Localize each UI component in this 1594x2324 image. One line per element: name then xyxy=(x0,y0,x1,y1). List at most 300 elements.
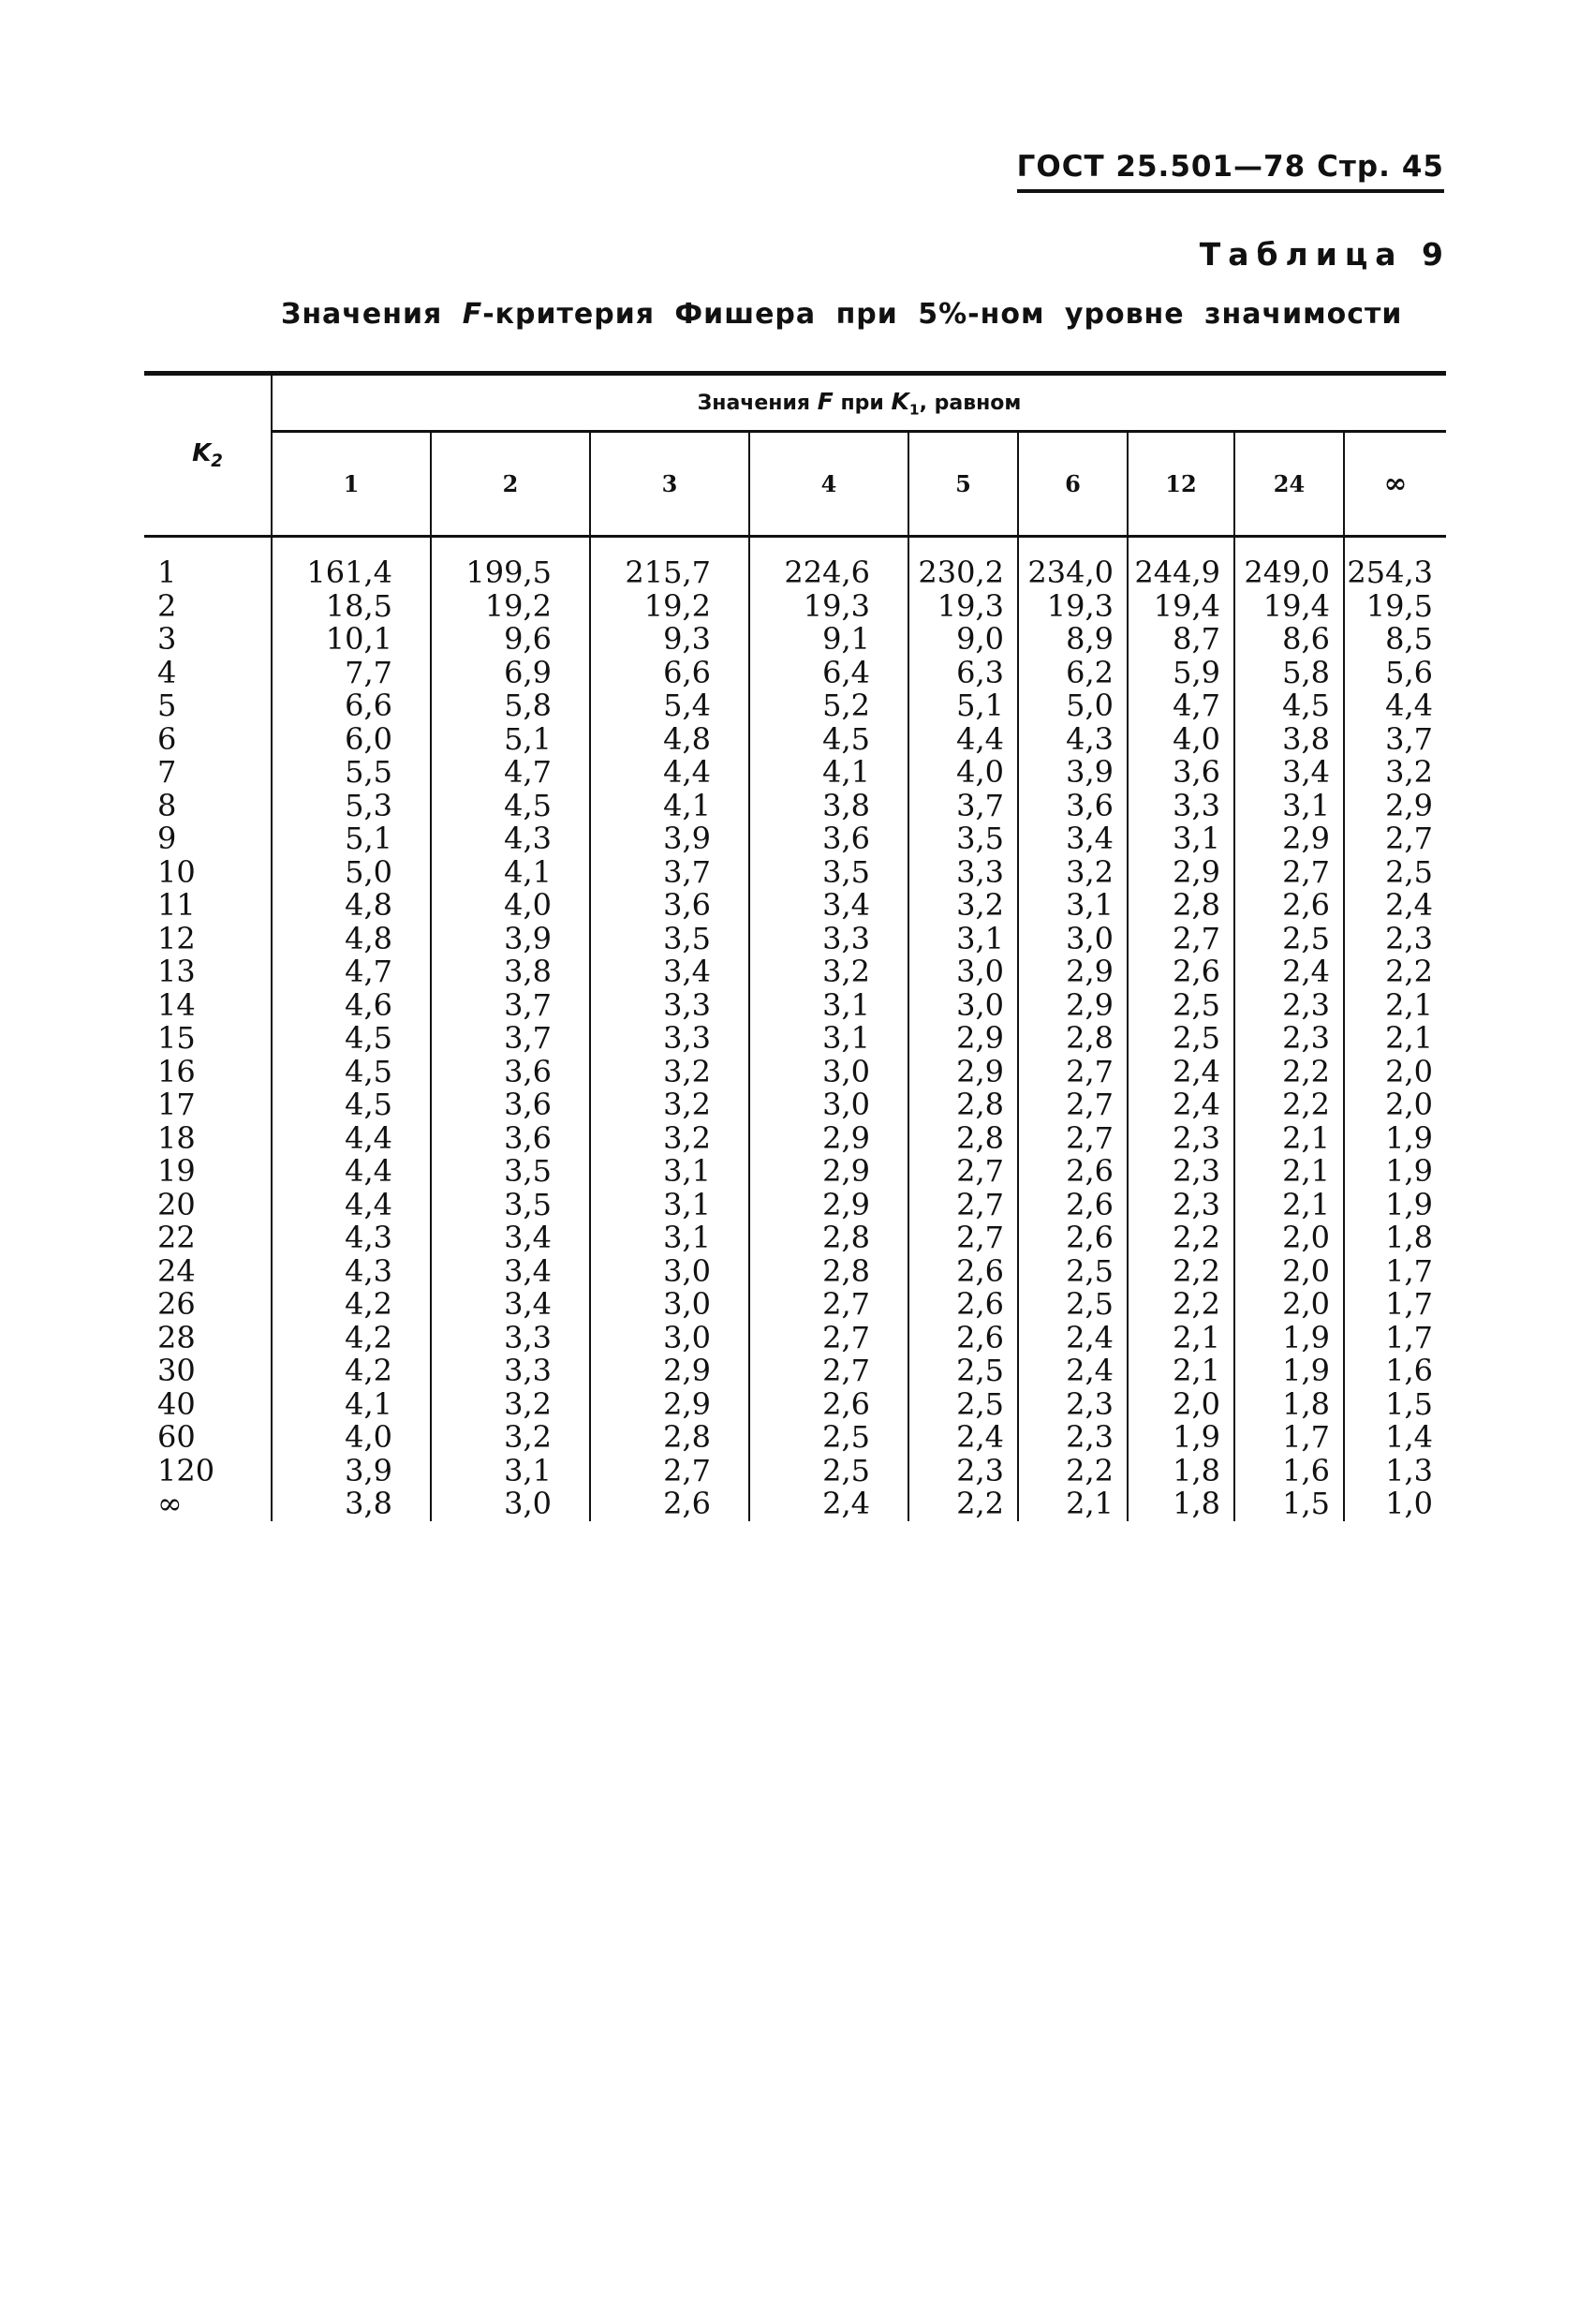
f-value-cell: 2,3 xyxy=(1018,1388,1128,1422)
f-value-cell: 3,1 xyxy=(431,1455,590,1488)
f-value-cell: 2,7 xyxy=(908,1155,1018,1189)
f-value-cell: 2,9 xyxy=(590,1354,749,1388)
f-value-cell: 2,2 xyxy=(1128,1255,1234,1289)
table-row xyxy=(144,790,1446,823)
f-value-cell: 2,2 xyxy=(1234,1056,1344,1089)
f-value-cell: 4,7 xyxy=(272,955,431,989)
f-value-cell: 3,6 xyxy=(1128,756,1234,790)
f-value-cell: 6,6 xyxy=(272,689,431,723)
f-value-cell: 4,3 xyxy=(1018,723,1128,757)
f-value-cell: 2,7 xyxy=(1385,821,1434,856)
f-value-cell: 3,2 xyxy=(590,1056,749,1089)
f-value-cell: 3,6 xyxy=(431,1122,590,1156)
f-value-cell: 5,4 xyxy=(590,689,749,723)
f-value-cell: 3,6 xyxy=(749,822,908,856)
f-value-cell: 2,7 xyxy=(1234,856,1344,890)
f-value-cell: 2,2 xyxy=(1128,1288,1234,1322)
f-value-cell: 3,3 xyxy=(749,923,908,956)
f-value-cell: 2,9 xyxy=(908,1056,1018,1089)
row-k2-value: 13 xyxy=(144,955,272,989)
f-value-cell: 2,4 xyxy=(1018,1354,1128,1388)
f-value-cell: 3,2 xyxy=(431,1421,590,1455)
f-value-cell: 3,5 xyxy=(749,856,908,890)
table-row xyxy=(144,1221,1446,1255)
table-row xyxy=(144,723,1446,757)
f-value-cell: 2,6 xyxy=(1018,1189,1128,1222)
group-header-mid: при xyxy=(833,391,892,415)
table-row xyxy=(144,989,1446,1023)
f-value-cell: 3,7 xyxy=(431,989,590,1023)
f-value-cell: 2,0 xyxy=(1385,1053,1434,1089)
f-value-cell: 2,4 xyxy=(1018,1322,1128,1355)
table-row xyxy=(144,623,1446,657)
f-value-cell: 3,9 xyxy=(1018,756,1128,790)
f-value-cell: 5,0 xyxy=(1018,689,1128,723)
f-value-cell: 2,4 xyxy=(1385,887,1434,923)
f-value-cell: 244,9 xyxy=(1128,556,1234,590)
row-k2-value: 10 xyxy=(144,856,272,890)
f-value-cell: 3,3 xyxy=(590,989,749,1023)
f-value-cell: 2,2 xyxy=(908,1488,1018,1521)
f-value-cell: 230,2 xyxy=(908,556,1018,590)
table-row xyxy=(144,856,1446,890)
row-k2-value: 26 xyxy=(144,1288,272,1322)
table-row xyxy=(144,1155,1446,1189)
f-value-cell: 2,5 xyxy=(749,1421,908,1455)
f-value-cell: 3,1 xyxy=(590,1189,749,1222)
f-value-cell: 3,6 xyxy=(431,1056,590,1089)
column-header: 3 xyxy=(590,432,749,537)
f-value-cell: 5,5 xyxy=(272,756,431,790)
f-value-cell: 4,4 xyxy=(590,756,749,790)
f-value-cell: 6,9 xyxy=(431,657,590,690)
f-value-cell: 5,1 xyxy=(908,689,1018,723)
table-row xyxy=(144,955,1446,989)
f-value-cell: 4,3 xyxy=(272,1221,431,1255)
f-value-cell: 1,8 xyxy=(1385,1220,1434,1255)
f-value-cell: 1,4 xyxy=(1385,1419,1434,1455)
f-value-cell: 3,0 xyxy=(590,1255,749,1289)
f-value-cell: 1,5 xyxy=(1234,1488,1344,1521)
f-value-cell: 1,7 xyxy=(1385,1319,1434,1355)
f-value-cell: 2,8 xyxy=(749,1221,908,1255)
f-value-cell: 3,3 xyxy=(1128,790,1234,823)
f-value-cell: 4,0 xyxy=(908,756,1018,790)
f-value-cell: 3,9 xyxy=(272,1455,431,1488)
f-value-cell: 3,1 xyxy=(749,1022,908,1056)
f-value-cell: 4,4 xyxy=(908,723,1018,757)
f-value-cell: 18,5 xyxy=(272,590,431,624)
row-header-k2 xyxy=(144,374,272,537)
f-value-cell: 3,8 xyxy=(431,955,590,989)
caption-italic: F xyxy=(462,298,483,331)
f-value-cell: 2,1 xyxy=(1128,1354,1234,1388)
f-value-cell: 2,5 xyxy=(1128,1022,1234,1056)
f-value-cell: 1,9 xyxy=(1234,1354,1344,1388)
f-value-cell: 1,9 xyxy=(1128,1421,1234,1455)
f-value-cell: 1,6 xyxy=(1234,1455,1344,1488)
table-row xyxy=(144,1354,1446,1388)
f-value-cell: 2,0 xyxy=(1385,1087,1434,1122)
f-value-cell: 2,2 xyxy=(1128,1221,1234,1255)
row-k2-value: 2 xyxy=(144,590,272,624)
f-value-cell: 3,0 xyxy=(749,1088,908,1122)
row-k2-value: 22 xyxy=(144,1221,272,1255)
f-value-cell: 2,4 xyxy=(1128,1088,1234,1122)
f-value-cell: 4,4 xyxy=(272,1155,431,1189)
header-row-1 xyxy=(144,374,1446,432)
f-value-cell: 4,7 xyxy=(1128,689,1234,723)
f-value-cell: 2,8 xyxy=(1018,1022,1128,1056)
f-value-cell: 3,2 xyxy=(431,1388,590,1422)
row-k2-value: 1 xyxy=(144,556,272,590)
f-value-cell: 1,8 xyxy=(1234,1388,1344,1422)
f-value-cell: 3,6 xyxy=(590,889,749,923)
f-value-cell: 2,3 xyxy=(1128,1189,1234,1222)
f-value-cell: 3,1 xyxy=(590,1221,749,1255)
f-value-cell: 5,1 xyxy=(272,822,431,856)
f-value-cell: 2,7 xyxy=(908,1221,1018,1255)
f-value-cell: 2,3 xyxy=(1128,1155,1234,1189)
f-value-cell: 3,7 xyxy=(908,790,1018,823)
spacer-row xyxy=(144,537,1446,557)
f-value-cell: 4,5 xyxy=(272,1088,431,1122)
table-row xyxy=(144,756,1446,790)
row-k2-value: 18 xyxy=(144,1122,272,1156)
f-value-cell: 7,7 xyxy=(272,657,431,690)
caption-after: -критерия Фишера при 5%-ном уровне значимости xyxy=(482,298,1403,331)
f-value-cell: 4,4 xyxy=(1385,688,1434,723)
f-value-cell: 2,7 xyxy=(749,1288,908,1322)
f-value-cell: 1,9 xyxy=(1385,1153,1434,1189)
row-k2-value: 40 xyxy=(144,1388,272,1422)
f-value-cell: 19,3 xyxy=(908,590,1018,624)
f-value-cell: 2,4 xyxy=(1128,1056,1234,1089)
f-value-cell: 2,8 xyxy=(908,1122,1018,1156)
f-value-cell: 10,1 xyxy=(272,623,431,657)
f-value-cell: 224,6 xyxy=(749,556,908,590)
f-value-cell: 2,8 xyxy=(1128,889,1234,923)
f-value-cell: 2,1 xyxy=(1385,986,1434,1023)
f-value-cell: 3,1 xyxy=(908,923,1018,956)
f-value-cell: 1,5 xyxy=(1385,1385,1434,1422)
f-value-cell: 4,1 xyxy=(749,756,908,790)
f-value-cell: 3,3 xyxy=(431,1354,590,1388)
table-row xyxy=(144,556,1446,590)
f-value-cell: 3,9 xyxy=(431,923,590,956)
f-value-cell: 2,2 xyxy=(1018,1455,1128,1488)
f-value-cell: 2,6 xyxy=(1018,1221,1128,1255)
row-k2-value: 19 xyxy=(144,1155,272,1189)
f-value-cell: 3,3 xyxy=(590,1022,749,1056)
f-value-cell: 2,6 xyxy=(1018,1155,1128,1189)
f-value-cell: 2,6 xyxy=(1234,889,1344,923)
f-value-cell: 215,7 xyxy=(590,556,749,590)
f-value-cell: 249,0 xyxy=(1234,556,1344,590)
f-value-cell: 4,4 xyxy=(272,1189,431,1222)
f-value-cell: 4,8 xyxy=(272,923,431,956)
row-k2-value: 9 xyxy=(144,822,272,856)
f-value-cell: 19,5 xyxy=(1365,587,1434,624)
column-header: ∞ xyxy=(1344,432,1446,537)
f-value-cell: 2,3 xyxy=(1385,920,1434,956)
f-value-cell: 5,1 xyxy=(431,723,590,757)
f-value-cell: 3,2 xyxy=(590,1088,749,1122)
row-header-sub: 2 xyxy=(211,451,223,472)
f-value-cell: 4,4 xyxy=(272,1122,431,1156)
f-value-cell: 1,8 xyxy=(1128,1488,1234,1521)
f-value-cell: 2,1 xyxy=(1234,1155,1344,1189)
f-value-cell: 2,7 xyxy=(1018,1122,1128,1156)
column-header: 5 xyxy=(908,432,1018,537)
f-value-cell: 199,5 xyxy=(431,556,590,590)
f-value-cell: 2,5 xyxy=(908,1354,1018,1388)
f-value-cell: 2,0 xyxy=(1234,1221,1344,1255)
row-k2-value: 30 xyxy=(144,1354,272,1388)
row-k2-value: 28 xyxy=(144,1322,272,1355)
f-value-cell: 8,7 xyxy=(1128,623,1234,657)
f-value-cell: 2,3 xyxy=(1234,989,1344,1023)
f-value-cell: 2,9 xyxy=(1385,787,1434,823)
row-k2-value: 6 xyxy=(144,723,272,757)
f-value-cell: 3,4 xyxy=(431,1255,590,1289)
f-value-cell: 2,5 xyxy=(1128,989,1234,1023)
f-value-cell: 4,5 xyxy=(431,790,590,823)
f-value-cell: 2,7 xyxy=(1128,923,1234,956)
f-value-cell: 3,6 xyxy=(431,1088,590,1122)
f-value-cell: 3,2 xyxy=(1385,754,1434,790)
f-value-cell: 2,1 xyxy=(1234,1122,1344,1156)
f-value-cell: 3,2 xyxy=(749,955,908,989)
f-value-cell: 6,2 xyxy=(1018,657,1128,690)
f-value-cell: 19,2 xyxy=(431,590,590,624)
f-value-cell: 2,8 xyxy=(590,1421,749,1455)
f-value-cell: 2,3 xyxy=(1234,1022,1344,1056)
f-value-cell: 2,1 xyxy=(1385,1020,1434,1056)
f-value-cell: 1,7 xyxy=(1385,1252,1434,1289)
group-header-prefix: Значения xyxy=(697,391,818,415)
row-k2-value: 16 xyxy=(144,1056,272,1089)
f-value-cell: 1,6 xyxy=(1385,1353,1434,1388)
f-value-cell: 3,5 xyxy=(431,1189,590,1222)
f-value-cell: 4,5 xyxy=(272,1022,431,1056)
f-value-cell: 2,9 xyxy=(749,1155,908,1189)
row-k2-value: 20 xyxy=(144,1189,272,1222)
f-value-cell: 1,8 xyxy=(1128,1455,1234,1488)
f-value-cell: 234,0 xyxy=(1018,556,1128,590)
header-row-2 xyxy=(144,432,1446,537)
f-value-cell: 2,4 xyxy=(908,1421,1018,1455)
f-value-cell: 4,5 xyxy=(272,1056,431,1089)
f-value-cell: 4,0 xyxy=(272,1421,431,1455)
table-row xyxy=(144,889,1446,923)
f-value-cell: 1,9 xyxy=(1385,1186,1434,1222)
f-value-cell: 19,3 xyxy=(749,590,908,624)
row-k2-value: 8 xyxy=(144,790,272,823)
f-value-cell: 2,2 xyxy=(1385,954,1434,989)
table-body xyxy=(144,537,1446,1521)
f-value-cell: 19,4 xyxy=(1128,590,1234,624)
f-value-cell: 2,3 xyxy=(1128,1122,1234,1156)
f-value-cell: 4,7 xyxy=(431,756,590,790)
f-value-cell: 2,6 xyxy=(749,1388,908,1422)
f-value-cell: 2,5 xyxy=(1385,853,1434,890)
f-value-cell: 9,3 xyxy=(590,623,749,657)
f-value-cell: 2,9 xyxy=(1234,822,1344,856)
f-value-cell: 4,5 xyxy=(749,723,908,757)
column-header: 24 xyxy=(1234,432,1344,537)
f-value-cell: 8,9 xyxy=(1018,623,1128,657)
f-value-cell: 3,4 xyxy=(1018,822,1128,856)
f-value-cell: 1,0 xyxy=(1385,1486,1434,1521)
f-value-cell: 3,4 xyxy=(431,1288,590,1322)
row-k2-value: 14 xyxy=(144,989,272,1023)
f-value-cell: 1,9 xyxy=(1385,1119,1434,1156)
f-value-cell: 19,3 xyxy=(1018,590,1128,624)
f-value-cell: 5,3 xyxy=(272,790,431,823)
row-k2-value: 60 xyxy=(144,1421,272,1455)
f-value-cell: 2,0 xyxy=(1234,1288,1344,1322)
caption-before: Значения xyxy=(281,298,463,331)
f-value-cell: 3,7 xyxy=(590,856,749,890)
f-value-cell: 3,7 xyxy=(431,1022,590,1056)
f-value-cell: 3,6 xyxy=(1018,790,1128,823)
group-header-suffix: , равном xyxy=(919,391,1022,415)
f-value-cell: 2,9 xyxy=(590,1388,749,1422)
f-value-cell: 2,6 xyxy=(1128,955,1234,989)
f-value-cell: 2,9 xyxy=(1128,856,1234,890)
f-value-cell: 3,0 xyxy=(1018,923,1128,956)
f-value-cell: 3,3 xyxy=(908,856,1018,890)
f-value-cell: 1,3 xyxy=(1385,1452,1434,1488)
f-value-cell: 2,4 xyxy=(749,1488,908,1521)
standard-number: ГОСТ 25.501—78 xyxy=(1016,150,1306,184)
group-header xyxy=(272,374,1446,432)
f-value-cell: 3,8 xyxy=(272,1488,431,1521)
f-value-cell: 5,0 xyxy=(272,856,431,890)
f-value-cell: 2,6 xyxy=(590,1488,749,1521)
f-value-cell: 2,6 xyxy=(908,1322,1018,1355)
f-value-cell: 4,2 xyxy=(272,1322,431,1355)
table-row xyxy=(144,590,1446,624)
table-caption xyxy=(281,298,1402,331)
f-value-cell: 2,0 xyxy=(1234,1255,1344,1289)
f-value-cell: 2,3 xyxy=(1018,1421,1128,1455)
f-value-cell: 3,0 xyxy=(590,1322,749,1355)
row-k2-value: 15 xyxy=(144,1022,272,1056)
f-value-cell: 2,2 xyxy=(1234,1088,1344,1122)
column-header: 12 xyxy=(1128,432,1234,537)
table-row xyxy=(144,1088,1446,1122)
f-value-cell: 2,7 xyxy=(908,1189,1018,1222)
f-value-cell: 1,9 xyxy=(1234,1322,1344,1355)
f-value-cell: 2,5 xyxy=(1018,1288,1128,1322)
f-value-cell: 4,8 xyxy=(590,723,749,757)
f-value-cell: 2,7 xyxy=(749,1322,908,1355)
f-value-cell: 9,0 xyxy=(908,623,1018,657)
row-k2-value: 3 xyxy=(144,623,272,657)
f-value-cell: 2,0 xyxy=(1128,1388,1234,1422)
table-row xyxy=(144,657,1446,690)
f-value-cell: 4,3 xyxy=(272,1255,431,1289)
f-value-cell: 3,1 xyxy=(590,1155,749,1189)
table-row xyxy=(144,1455,1446,1488)
table-head xyxy=(144,374,1446,537)
f-value-cell: 4,1 xyxy=(590,790,749,823)
row-k2-value: 7 xyxy=(144,756,272,790)
f-value-cell: 3,2 xyxy=(590,1122,749,1156)
f-value-cell: 2,6 xyxy=(908,1255,1018,1289)
f-value-cell: 2,1 xyxy=(1234,1189,1344,1222)
f-value-cell: 1,7 xyxy=(1385,1286,1434,1322)
f-value-cell: 3,7 xyxy=(1385,720,1434,757)
table-row xyxy=(144,923,1446,956)
f-value-cell: 2,7 xyxy=(590,1455,749,1488)
column-header: 2 xyxy=(431,432,590,537)
f-value-cell: 4,6 xyxy=(272,989,431,1023)
table-row xyxy=(144,1056,1446,1089)
f-value-cell: 3,4 xyxy=(749,889,908,923)
group-header-k-sub: 1 xyxy=(908,401,920,419)
f-value-cell: 2,7 xyxy=(749,1354,908,1388)
table-label: Таблица 9 xyxy=(1199,236,1451,273)
f-value-cell: 6,0 xyxy=(272,723,431,757)
row-k2-value: 12 xyxy=(144,923,272,956)
f-value-cell: 4,1 xyxy=(431,856,590,890)
f-value-cell: 2,9 xyxy=(908,1022,1018,1056)
table-row xyxy=(144,1322,1446,1355)
table-row xyxy=(144,1421,1446,1455)
f-value-cell: 2,8 xyxy=(749,1255,908,1289)
column-header: 4 xyxy=(749,432,908,537)
table-row xyxy=(144,1288,1446,1322)
row-k2-value: 17 xyxy=(144,1088,272,1122)
row-k2-value: ∞ xyxy=(144,1488,272,1521)
f-value-cell: 2,9 xyxy=(1018,955,1128,989)
f-value-cell: 2,6 xyxy=(908,1288,1018,1322)
f-value-cell: 4,8 xyxy=(272,889,431,923)
row-k2-value: 24 xyxy=(144,1255,272,1289)
f-value-cell: 3,8 xyxy=(749,790,908,823)
row-k2-value: 120 xyxy=(144,1455,272,1488)
table-row xyxy=(144,822,1446,856)
f-value-cell: 2,5 xyxy=(1018,1255,1128,1289)
f-value-cell: 5,9 xyxy=(1128,657,1234,690)
f-value-cell: 4,0 xyxy=(1128,723,1234,757)
f-value-cell: 2,8 xyxy=(908,1088,1018,1122)
group-header-f: F xyxy=(817,387,834,415)
f-value-cell: 3,5 xyxy=(431,1155,590,1189)
f-value-cell: 2,7 xyxy=(1018,1088,1128,1122)
f-value-cell: 3,3 xyxy=(431,1322,590,1355)
f-value-cell: 254,3 xyxy=(1347,555,1434,590)
f-value-cell: 2,3 xyxy=(908,1455,1018,1488)
f-value-cell: 161,4 xyxy=(272,556,431,590)
f-value-cell: 3,8 xyxy=(1234,723,1344,757)
table-row xyxy=(144,1122,1446,1156)
f-value-cell: 3,9 xyxy=(590,822,749,856)
f-value-cell: 5,8 xyxy=(1234,657,1344,690)
f-value-cell: 9,6 xyxy=(431,623,590,657)
row-header-k: K xyxy=(192,438,212,467)
f-value-cell: 19,2 xyxy=(590,590,749,624)
f-value-cell: 4,1 xyxy=(272,1388,431,1422)
f-value-cell: 3,5 xyxy=(908,822,1018,856)
f-value-cell: 5,6 xyxy=(1385,654,1434,690)
column-header: 1 xyxy=(272,432,431,537)
f-criterion-table xyxy=(144,371,1446,1521)
f-value-cell: 4,2 xyxy=(272,1354,431,1388)
